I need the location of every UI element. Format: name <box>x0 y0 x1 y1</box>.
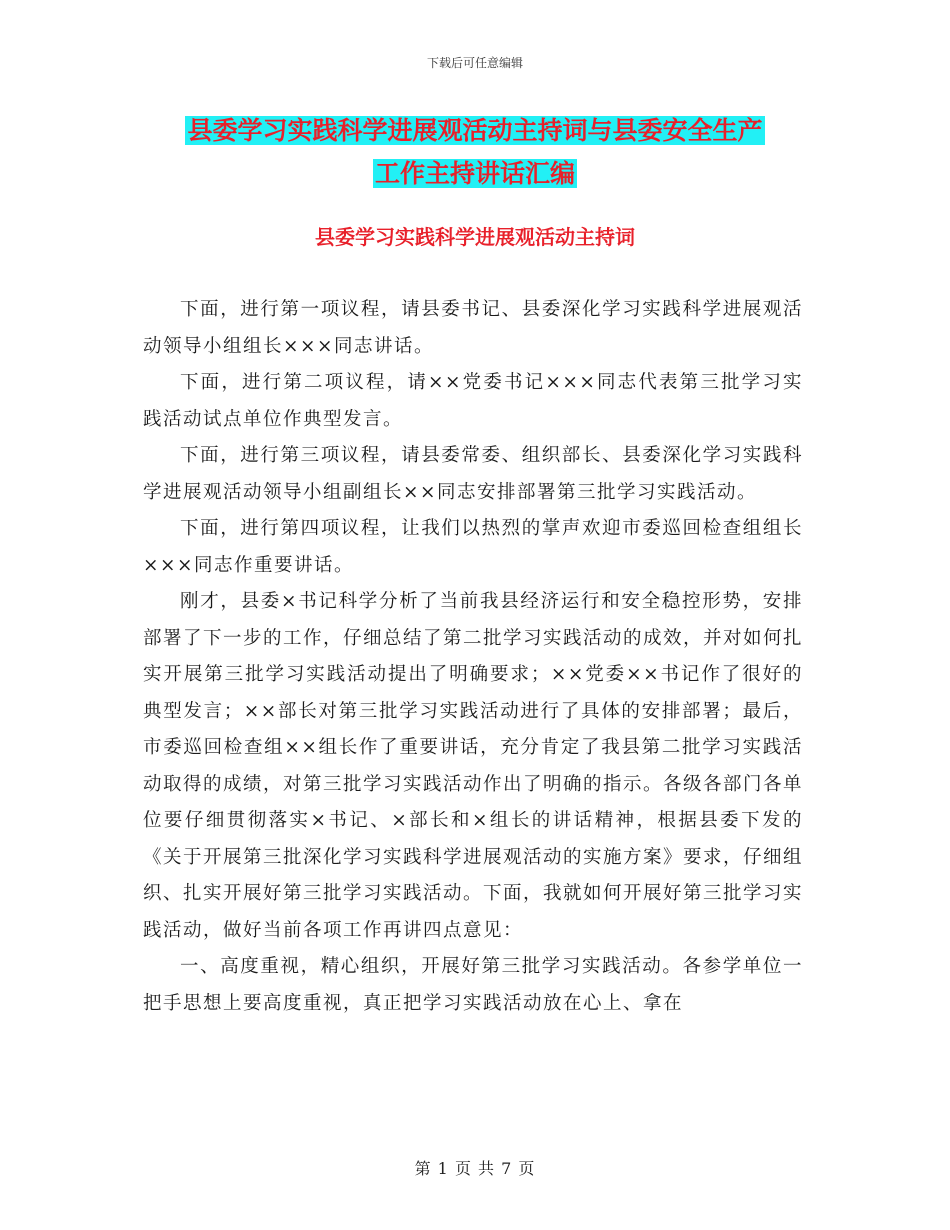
page-header-note: 下载后可任意编辑 <box>426 56 523 70</box>
document-title-line-1 <box>0 110 950 152</box>
paragraph-3: 下面，进行第三项议程，请县委常委、组织部长、县委深化学习实践科学进展观活动领导小组副组长××同志安排部署第三批学习实践活动。 <box>143 445 803 503</box>
page-number: 第 1 页 共 7 页 <box>414 1159 536 1178</box>
paragraph-5: 刚才，县委×书记科学分析了当前我县经济运行和安全稳控形势，安排部署了下一步的工作，仔细总结了第二批学习实践活动的成效，并对如何扎实开展第三批学习实践活动提出了明确要求；××党委××书记作了很好的典型发言；××部长对第三批学习实践活动进行了具体的安排部署；最后，市委巡回检查组××组长作了重要讲话，充分肯定了我县第二批学习实践活动取得的成绩，对第三批学习实践活动作出了明确的指示。各级各部门各单位要仔细贯彻落实×书记、×部长和×组长的讲话精神，根据县委下发的《关于开展第三批深化学习实践科学进展观活动的实施方案》要求，仔细组织、扎实开展好第三批学习实践活动。下面，我就如何开展好第三批学习实践活动，做好当前各项工作再讲四点意见： <box>143 591 804 941</box>
paragraph-2: 下面，进行第二项议程，请××党委书记×××同志代表第三批学习实践活动试点单位作典型发言。 <box>143 372 803 430</box>
document-title-line-2 <box>0 153 950 195</box>
paragraph-1: 下面，进行第一项议程，请县委书记、县委深化学习实践科学进展观活动领导小组组长×××同志讲话。 <box>143 299 803 357</box>
section-title: 县委学习实践科学进展观活动主持词 <box>315 225 635 249</box>
document-title-line-1-text: 县委学习实践科学进展观活动主持词与县委安全生产 <box>187 116 763 145</box>
document-title-line-2-text: 工作主持讲话汇编 <box>374 159 575 188</box>
paragraph-6: 一、高度重视，精心组织，开展好第三批学习实践活动。各参学单位一把手思想上要高度重视，真正把学习实践活动放在心上、拿在 <box>143 956 803 1014</box>
paragraph-4: 下面，进行第四项议程，让我们以热烈的掌声欢迎市委巡回检查组组长×××同志作重要讲话。 <box>143 518 803 576</box>
document-body <box>143 292 803 1022</box>
